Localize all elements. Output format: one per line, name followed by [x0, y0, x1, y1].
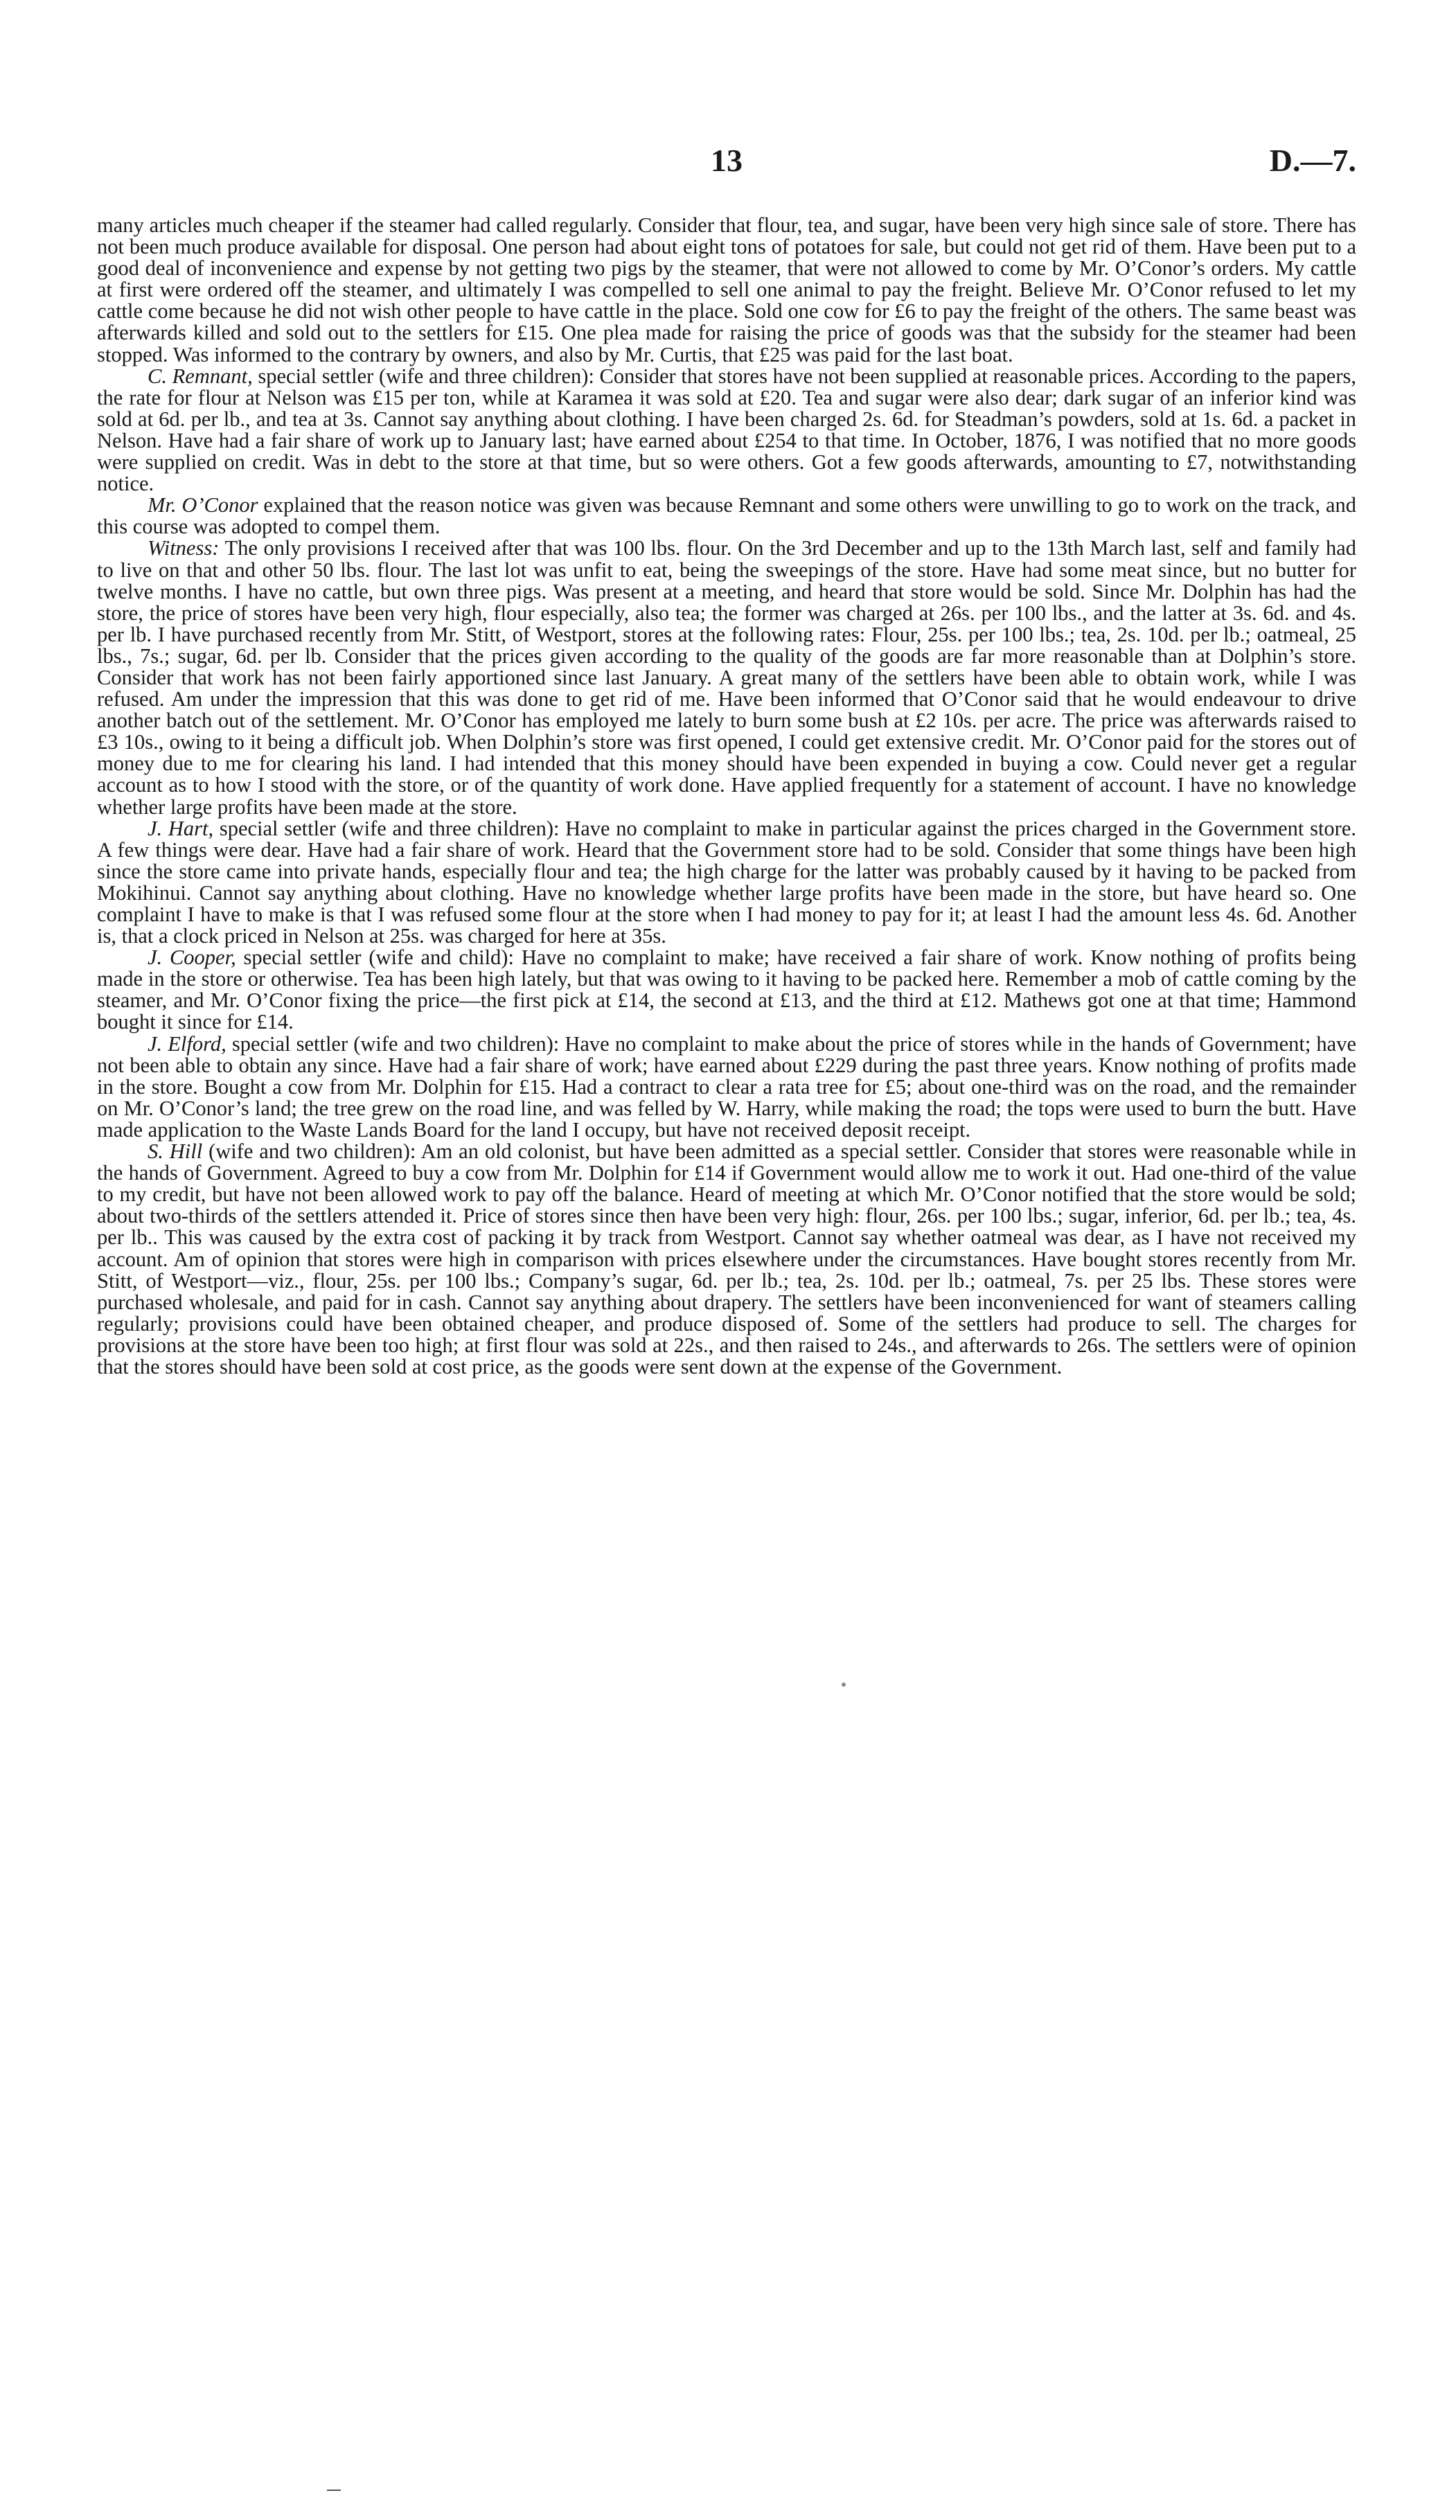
paragraph-text: (wife and two children): Am an old colonist, but have been admitted as a special settler. Consider that stores were reasonable while in the hands of Government. Agreed to buy a cow from Mr. Dolphin for £14 if Government would allow me to work it out. Had one-third of the value to my credit, but have not been allowed work to pay off the balance. Heard of meeting at which Mr. O’Conor notified that the store would be sold; about two-thirds of the settlers attended it. Price of stores since then have been very high: flour, 26s. per 100 lbs.; sugar, inferior, 6d. per lb.; tea, 4s. per lb.. This was caused by the extra cost of packing it by track from Westport. Cannot say whether oatmeal was dear, as I have not received my account. Am of opinion that stores were high in comparison with prices elsewhere under the circumstances. Have bought stores recently from Mr. Stitt, of Westport—viz., flour, 25s. per 100 lbs.; Company’s sugar, 6d. per lb.; tea, 2s. 10d. per lb.; oatmeal, 7s. per 25 lbs. These stores were purchased wholesale, and paid for in cash. Cannot say anything about drapery. The settlers have been inconvenienced for want of steamers calling regularly; provisions could have been obtained cheaper, and produce disposed of. Some of the settlers had produce to sell. The charges for provisions at the store have been too high; at first flour was sold at 22s., and then raised to 24s., and afterwards to 26s. The settlers were of opinion that the stores should have been sold at cost price, as the goods were sent down at the expense of the Government.: [97, 1139, 1357, 1378]
paragraph-oconor: [97, 495, 1356, 538]
speaker-name: Mr. O’Conor: [148, 493, 258, 517]
paragraph-remnant: [97, 366, 1356, 495]
page-number: 13: [711, 143, 743, 178]
paragraph-text: special settler (wife and two children): Have no complaint to make about the price of stores while in the hands of Government; have not been able to obtain any since. Have had a fair share of work; have earned about £229 during the past three years. Know nothing of profits made in the store. Bought a cow from Mr. Dolphin for £15. Had a contract to clear a rata tree for £5; about one-third was on the road, and the remainder on Mr. O’Conor’s land; the tree grew on the road line, and was felled by W. Harry, while making the road; the tops were used to burn the butt. Have made application to the Waste Lands Board for the land I occupy, but have not received deposit receipt.: [97, 1031, 1356, 1142]
speaker-name: J. Hart,: [148, 816, 214, 840]
paragraph-text: The only provisions I received after that was 100 lbs. flour. On the 3rd December and up to the 13th March last, self and family had to live on that and other 50 lbs. flour. The last lot was unfit to eat, being the sweepings of the store. Have had some meat since, but no butter for twelve months. I have no cattle, but own three pigs. Was present at a meeting, and heard that store would be sold. Since Mr. Dolphin has had the store, the price of stores have been very high, flour especially, also tea; the former was charged at 26s. per 100 lbs., and the latter at 3s. 6d. and 4s. per lb. I have purchased recently from Mr. Stitt, of Westport, stores at the following rates: Flour, 25s. per 100 lbs.; tea, 2s. 10d. per lb.; oatmeal, 25 lbs., 7s.; sugar, 6d. per lb. Consider that the prices given according to the quality of the goods are far more reasonable than at Dolphin’s store. Consider that work has not been fairly apportioned since last January. A great many of the settlers have been able to obtain work, while I was refused. Am under the impression that this was done to get rid of me. Have been informed that O’Conor said that he would endeavour to drive another batch out of the settlement. Mr. O’Conor has employed me lately to burn some bush at £2 10s. per acre. The price was afterwards raised to £3 10s., owing to it being a difficult job. When Dolphin’s store was first opened, I could get extensive credit. Mr. O’Conor paid for the stores out of money due to me for clearing his land. I had intended that this money should have been expended in buying a cow. Could never get a regular account as to how I stood with the store, or of the quantity of work done. Have applied frequently for a statement of account. I have no knowledge whether large profits have been made at the store.: [97, 536, 1356, 819]
paragraph-text: explained that the reason notice was given was because Remnant and some others were unwilling to go to work on the track, and this course was adopted to compel them.: [97, 493, 1356, 539]
print-speck: [842, 1683, 846, 1687]
paragraph-elford: [97, 1033, 1356, 1141]
paragraph-text: special settler (wife and three children): Consider that stores have not been supplied at reasonable prices. According to the papers, the rate for flour at Nelson was £15 per ton, while at Karamea it was sold at £20. Tea and sugar were also dear; dark sugar of an inferior kind was sold at 6d. per lb., and tea at 3s. Cannot say anything about clothing. I have been charged 2s. 6d. for Steadman’s powders, sold at 1s. 6d. a packet in Nelson. Have had a fair share of work up to January last; have earned about £254 to that time. In October, 1876, I was notified that no more goods were supplied on credit. Was in debt to the store at that time, but so were others. Got a few goods afterwards, amounting to £7, notwithstanding notice.: [97, 364, 1356, 496]
document-code: D.—7.: [1269, 143, 1356, 178]
document-body: [97, 215, 1356, 1378]
paragraph-continuation: [97, 215, 1356, 366]
paragraph-witness: [97, 538, 1356, 817]
speaker-name: J. Elford,: [148, 1031, 227, 1056]
page-header: [97, 142, 1356, 184]
paragraph-text: special settler (wife and child): Have no complaint to make; have received a fair share of work. Know nothing of profits being made in the store or otherwise. Tea has been high lately, but that was owing to it having to be packed here. Remember a mob of cattle coming by the steamer, and Mr. O’Conor fixing the price—the first pick at £14, the second at £13, and the third at £12. Mathews got one at that time; Hammond bought it since for £14.: [97, 946, 1356, 1034]
paragraph-text: many articles much cheaper if the steamer had called regularly. Consider that flour, tea, and sugar, have been very high since sale of store. There has not been much produce available for disposal. One person had about eight tons of potatoes for sale, but could not get rid of them. Have been put to a good deal of inconvenience and expense by not getting two pigs by the steamer, that were not allowed to come by Mr. O’Conor’s orders. My cattle at first were ordered off the steamer, and ultimately I was compelled to sell one animal to pay the freight. Believe Mr. O’Conor refused to let my cattle come because he did not wish other people to have cattle in the place. Sold one cow for £6 to pay the freight of the others. The same beast was afterwards killed and sold out to the settlers for £15. One plea made for raising the price of goods was that the subsidy for the steamer had been stopped. Was informed to the contrary by owners, and also by Mr. Curtis, that £25 was paid for the last boat.: [97, 213, 1356, 366]
paragraph-hill: [97, 1141, 1356, 1378]
paragraph-cooper: [97, 947, 1356, 1033]
page-footer-mark: [327, 2490, 341, 2491]
speaker-name: Witness:: [148, 536, 220, 560]
speaker-name: C. Remnant,: [148, 364, 253, 388]
paragraph-hart: [97, 818, 1356, 948]
speaker-name: S. Hill: [148, 1139, 203, 1164]
speaker-name: J. Cooper,: [148, 946, 236, 970]
paragraph-text: special settler (wife and three children): Have no complaint to make in particular against the prices charged in the Government store. A few things were dear. Have had a fair share of work. Heard that the Government store had to be sold. Consider that some things have been high since the store came into private hands, especially flour and tea; the high charge for the latter was probably caused by it having to be packed from Mokihinui. Cannot say anything about clothing. Have no knowledge whether large profits have been made in the store, but have heard so. One complaint I have to make is that I was refused some flour at the store when I had money to pay for it; at least I had the amount less 4s. 6d. Another is, that a clock priced in Nelson at 25s. was charged for here at 35s.: [97, 816, 1356, 948]
